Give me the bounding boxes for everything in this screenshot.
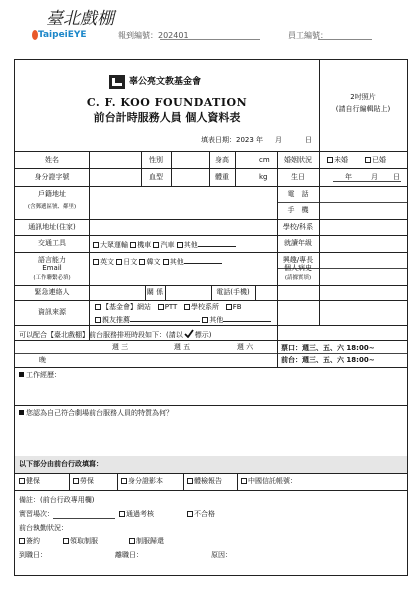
source-ptt-label: PTT (164, 303, 178, 311)
checkmark-icon (184, 329, 194, 338)
grade-label: 就讀年級 (284, 239, 312, 247)
col-line (237, 473, 238, 490)
source-options-row1 (95, 304, 242, 311)
row-line (15, 252, 407, 253)
health-report-label: 體檢報告 (194, 477, 222, 485)
gender-label: 性別 (149, 156, 163, 164)
transport-car-label: 汽車 (160, 241, 175, 249)
schedule-note-ticket: 票口：週三、五、六 18:00~ (281, 344, 375, 352)
col-line (69, 473, 70, 490)
unmarried-checkbox[interactable] (327, 157, 333, 163)
experience-bullet-icon (19, 372, 24, 377)
kg-unit: kg (259, 173, 268, 181)
school-label: 學校/科系 (282, 223, 314, 231)
birthday-day: 日 (393, 173, 400, 181)
id-copy-label: 身分證影本 (128, 477, 163, 485)
row-line (15, 186, 407, 187)
birthday-label: 生日 (291, 173, 305, 181)
birthday-year: 年 (345, 173, 352, 181)
taipei-eye-logo (32, 4, 114, 50)
transport-other-line[interactable] (198, 240, 236, 247)
admin-pass (119, 511, 154, 518)
transport-label: 交通工具 (38, 239, 66, 247)
labor-insurance-checkbox[interactable] (73, 478, 79, 484)
admin-reason: 原因： (211, 551, 232, 559)
source-other-checkbox[interactable] (202, 317, 208, 323)
emergency-contact-label: 緊急連絡人 (34, 288, 70, 296)
admin-title: 以下部分由前台行政填寫： (19, 460, 103, 468)
married-label: 已婚 (372, 156, 386, 164)
weight-label: 體重 (215, 173, 229, 181)
schedule-night-label: 晚 (39, 356, 46, 364)
col-line (165, 285, 166, 300)
col-line (171, 151, 172, 186)
residence-label: 戶籍地址 (38, 190, 66, 198)
col-line (255, 285, 256, 300)
birthday-month: 月 (371, 173, 378, 181)
row-line (15, 325, 407, 326)
staff-number-label: 員工編號： (288, 31, 328, 40)
admin-health-report (187, 478, 222, 485)
language-japanese-label: 日文 (123, 258, 138, 266)
source-school-label: 學校系所 (191, 303, 220, 311)
col-line (319, 151, 320, 325)
pass-checkbox[interactable] (119, 511, 125, 517)
admin-status-label: 前台執勤狀況： (19, 524, 68, 532)
info-source-label: 資訊來源 (38, 308, 66, 316)
fail-checkbox[interactable] (187, 511, 193, 517)
row-line (15, 235, 407, 236)
health-report-checkbox[interactable] (187, 478, 193, 484)
fill-date-month: 月 (275, 136, 282, 144)
transport-scooter-label: 機車 (137, 241, 152, 249)
source-website-label: 【基金會】網站 (102, 303, 151, 311)
source-fb-checkbox[interactable] (226, 304, 232, 310)
row-line (15, 340, 407, 341)
uniform-return-checkbox[interactable] (129, 538, 135, 544)
health-insurance-checkbox[interactable] (19, 478, 25, 484)
source-other-label: 其他 (209, 316, 224, 324)
report-number-line (160, 39, 260, 40)
name-label: 姓名 (45, 156, 59, 164)
source-friends-checkbox[interactable] (95, 317, 101, 323)
language-english-label: 英文 (100, 258, 114, 266)
bank-account-label: 中國信託帳號： (248, 477, 297, 485)
transport-public-checkbox[interactable] (93, 242, 99, 248)
foundation-name-zh: 辜公亮文教基金會 (129, 77, 202, 87)
row-line (277, 202, 407, 203)
transport-other-label: 其他 (183, 241, 198, 249)
photo-line2: (請自行編輯貼上) (335, 105, 391, 113)
schedule-intro-end: 標示) (194, 331, 212, 339)
experience-text: 工作經歷： (26, 371, 61, 379)
source-friends-label: 親友推薦 (102, 316, 130, 324)
bank-account-checkbox[interactable] (241, 478, 247, 484)
row-line (15, 490, 407, 491)
source-friends-line[interactable] (130, 315, 200, 322)
col-line (117, 473, 118, 490)
row-line (15, 405, 407, 406)
language-english-checkbox[interactable] (93, 259, 99, 265)
medical-history-note: (請據實填) (284, 275, 312, 281)
col-line (89, 151, 90, 341)
mailing-address-label: 通訊地址(住家) (28, 223, 76, 231)
admin-leave-date: 離職日： (115, 551, 143, 559)
transport-car-checkbox[interactable] (153, 242, 159, 248)
transport-public-label: 大眾運輸 (100, 241, 128, 249)
admin-uniform-get (63, 538, 98, 545)
admin-health-insurance (19, 478, 40, 485)
source-ptt-checkbox[interactable] (158, 304, 164, 310)
logo-en-text: TaipeiEYE (38, 30, 87, 40)
language-label: 語言能力 (38, 256, 66, 264)
admin-labor-insurance (73, 478, 94, 485)
admin-contract (19, 538, 40, 545)
row-line (15, 151, 407, 152)
row-line (15, 367, 407, 368)
residence-note: (含郵遞區號、鄰里) (27, 204, 77, 210)
row-line (15, 168, 407, 169)
qualities-text: 您認為自己符合劇場前台服務人員的特質為何？ (26, 409, 173, 417)
admin-start-date: 到職日： (19, 551, 47, 559)
transport-other-checkbox[interactable] (177, 242, 183, 248)
staff-number-line (318, 39, 372, 40)
fail-label: 不合格 (194, 510, 215, 518)
labor-insurance-label: 勞保 (80, 477, 94, 485)
marital-unmarried-option[interactable] (327, 157, 348, 164)
admin-practice-label: 實習場次： (19, 510, 54, 518)
experience-label (19, 372, 61, 379)
pass-label: 通過考核 (126, 510, 154, 518)
mobile-label: 手 機 (287, 206, 309, 214)
language-korean-label: 韓文 (146, 258, 161, 266)
language-other-line[interactable] (184, 257, 222, 264)
admin-uniform-return (129, 538, 164, 545)
source-other-line[interactable] (223, 315, 271, 322)
logo-zh-text: 臺北戲棚 (46, 9, 114, 29)
uniform-return-label: 制服歸還 (136, 537, 164, 545)
id-number-label: 身分證字號 (34, 173, 70, 181)
row-line (15, 353, 407, 354)
col-line (235, 151, 236, 186)
blood-type-label: 血型 (149, 173, 163, 181)
skills-label: 興趣/專長 (282, 256, 314, 264)
schedule-intro (19, 329, 211, 339)
row-line (15, 219, 407, 220)
uniform-get-label: 領取制服 (70, 537, 98, 545)
practice-underline (53, 518, 115, 519)
transport-options (93, 240, 236, 249)
form-frame (14, 59, 408, 576)
admin-bank-account (241, 478, 297, 485)
health-insurance-label: 健保 (26, 477, 40, 485)
source-school-checkbox[interactable] (184, 304, 190, 310)
schedule-day-sat: 週 六 (236, 343, 254, 351)
relation-label: 關 係 (146, 288, 164, 296)
uniform-get-checkbox[interactable] (63, 538, 69, 544)
phone-label: 電 話 (287, 190, 309, 198)
schedule-day-fri: 週 五 (173, 343, 191, 351)
schedule-intro-text: 可以配合【臺北戲棚】前台服務排班時段如下：(請以 (19, 331, 183, 339)
height-label: 身高 (215, 156, 229, 164)
marital-married-option[interactable] (365, 157, 386, 164)
foundation-logo-icon (109, 75, 125, 89)
row-line (15, 473, 407, 474)
language-korean-checkbox[interactable] (139, 259, 145, 265)
marital-label: 婚姻狀況 (284, 156, 312, 164)
qualities-bullet-icon (19, 410, 24, 415)
source-options-row2 (95, 315, 271, 324)
language-other-checkbox[interactable] (163, 259, 169, 265)
cm-unit: cm (259, 156, 270, 164)
admin-id-copy (121, 478, 163, 485)
col-line (183, 473, 184, 490)
contract-checkbox[interactable] (19, 538, 25, 544)
contract-label: 簽約 (26, 537, 40, 545)
qualities-label (19, 410, 173, 417)
schedule-day-wed: 週 三 (111, 343, 129, 351)
id-copy-checkbox[interactable] (121, 478, 127, 484)
married-checkbox[interactable] (365, 157, 371, 163)
unmarried-label: 未婚 (334, 156, 348, 164)
report-number-label: 報到編號：202401 (118, 31, 189, 40)
language-japanese-checkbox[interactable] (116, 259, 122, 265)
email-label: Email (42, 264, 62, 272)
birthday-underline (333, 181, 401, 182)
fill-date-day: 日 (305, 136, 312, 144)
source-website-checkbox[interactable] (95, 304, 101, 310)
admin-fail (187, 511, 215, 518)
language-options (93, 257, 222, 266)
medical-history-label: 個人病史 (284, 264, 312, 272)
fill-date-label: 填表日期：2023 年 (201, 136, 264, 144)
transport-scooter-checkbox[interactable] (130, 242, 136, 248)
col-line (277, 340, 278, 367)
row-line (15, 300, 407, 301)
form-title: 前台計時服務人員 個人資料表 (93, 111, 241, 124)
schedule-note-front: 前台：週三、五、六 18:00~ (281, 356, 375, 364)
foundation-name-en: C. F. KOO FOUNDATION (86, 96, 248, 109)
source-fb-label: FB (232, 303, 242, 311)
admin-remarks: 備註：(前台行政專用欄) (19, 496, 95, 504)
email-note: (工作聯繫必填) (33, 275, 71, 281)
language-other-label: 其他 (169, 258, 184, 266)
photo-line1: 2吋照片 (350, 93, 376, 101)
emergency-phone-label: 電話(手機) (216, 288, 250, 296)
